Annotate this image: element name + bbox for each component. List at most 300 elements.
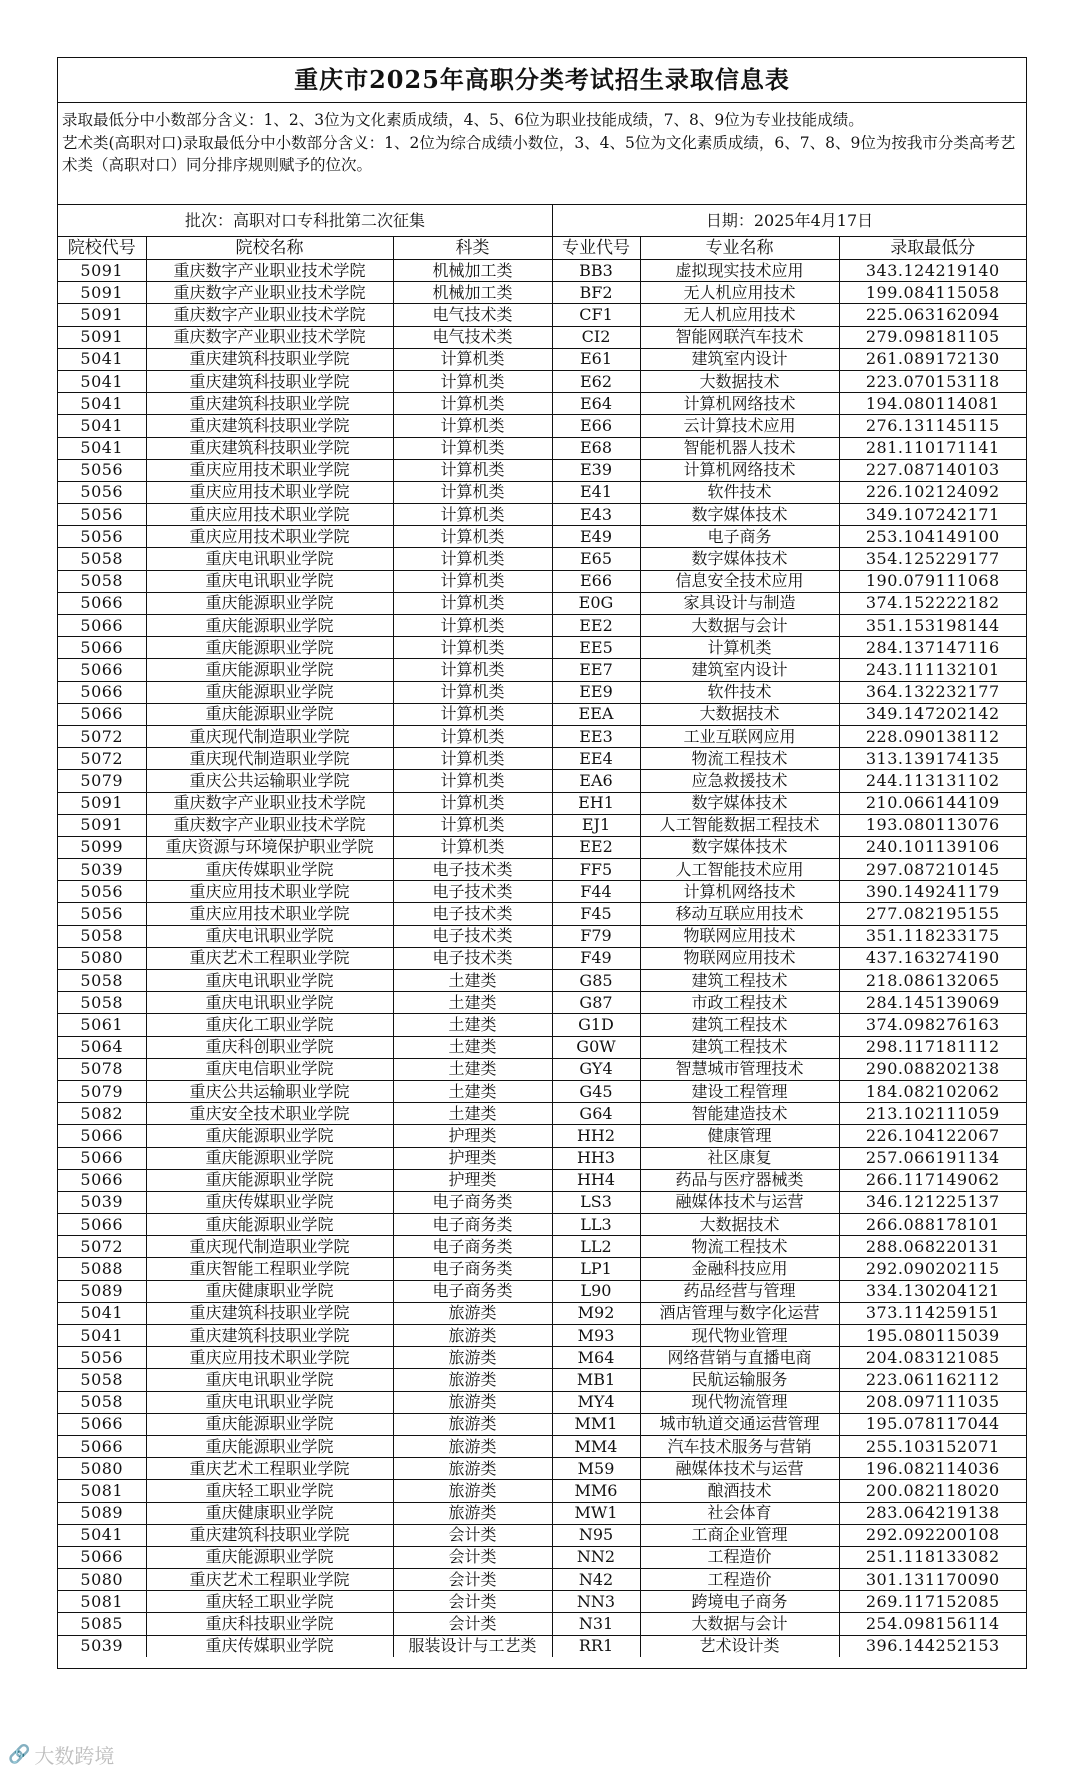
- cell-major-code: M93: [552, 1325, 640, 1347]
- cell-min-score: 284.145139069: [839, 992, 1026, 1014]
- table-row: [58, 1214, 1026, 1236]
- cell-category: 计算机类: [393, 393, 552, 415]
- cell-min-score: 266.088178101: [839, 1214, 1026, 1236]
- cell-school-code: 5079: [58, 1080, 146, 1102]
- cell-school-code: 5066: [58, 1125, 146, 1147]
- cell-category: 土建类: [393, 1014, 552, 1036]
- cell-min-score: 364.132232177: [839, 681, 1026, 703]
- table-row: [58, 1369, 1026, 1391]
- cell-category: 计算机类: [393, 437, 552, 459]
- cell-major-code: E68: [552, 437, 640, 459]
- cell-school-name: 重庆建筑科技职业学院: [146, 437, 393, 459]
- cell-school-code: 5066: [58, 637, 146, 659]
- cell-major-name: 艺术设计类: [640, 1635, 839, 1657]
- cell-major-code: CI2: [552, 326, 640, 348]
- cell-major-name: 智能建造技术: [640, 1103, 839, 1125]
- cell-school-code: 5079: [58, 770, 146, 792]
- cell-category: 电子技术类: [393, 859, 552, 881]
- cell-min-score: 396.144252153: [839, 1635, 1026, 1657]
- cell-min-score: 255.103152071: [839, 1435, 1026, 1457]
- cell-min-score: 281.110171141: [839, 437, 1026, 459]
- cell-min-score: 200.082118020: [839, 1480, 1026, 1502]
- cell-school-code: 5088: [58, 1258, 146, 1280]
- table-row: [58, 659, 1026, 681]
- table-row: [58, 370, 1026, 392]
- cell-school-code: 5080: [58, 947, 146, 969]
- table-row: [58, 459, 1026, 481]
- cell-major-name: 社会体育: [640, 1502, 839, 1524]
- cell-category: 服装设计与工艺类: [393, 1635, 552, 1657]
- table-row: [58, 437, 1026, 459]
- watermark-text: 大数跨境: [34, 1744, 115, 1768]
- table-row: [58, 1014, 1026, 1036]
- table-row: [58, 1391, 1026, 1413]
- cell-school-code: 5066: [58, 1214, 146, 1236]
- cell-min-score: 210.066144109: [839, 792, 1026, 814]
- cell-school-name: 重庆数字产业职业技术学院: [146, 282, 393, 304]
- cell-major-code: EH1: [552, 792, 640, 814]
- cell-school-name: 重庆能源职业学院: [146, 659, 393, 681]
- cell-school-name: 重庆能源职业学院: [146, 1147, 393, 1169]
- cell-school-name: 重庆现代制造职业学院: [146, 1236, 393, 1258]
- cell-category: 计算机类: [393, 748, 552, 770]
- cell-school-name: 重庆轻工职业学院: [146, 1480, 393, 1502]
- cell-school-code: 5041: [58, 370, 146, 392]
- cell-major-code: MW1: [552, 1502, 640, 1524]
- cell-major-name: 计算机网络技术: [640, 459, 839, 481]
- cell-category: 土建类: [393, 970, 552, 992]
- cell-school-code: 5058: [58, 992, 146, 1014]
- cell-school-name: 重庆化工职业学院: [146, 1014, 393, 1036]
- cell-major-code: G45: [552, 1080, 640, 1102]
- table-row: [58, 282, 1026, 304]
- cell-category: 会计类: [393, 1591, 552, 1613]
- cell-min-score: 227.087140103: [839, 459, 1026, 481]
- cell-category: 电子商务类: [393, 1236, 552, 1258]
- cell-major-code: G64: [552, 1103, 640, 1125]
- cell-school-name: 重庆科技职业学院: [146, 1613, 393, 1635]
- cell-school-code: 5066: [58, 1546, 146, 1568]
- cell-major-code: F44: [552, 881, 640, 903]
- cell-major-name: 物流工程技术: [640, 748, 839, 770]
- cell-category: 护理类: [393, 1125, 552, 1147]
- cell-major-code: EE2: [552, 836, 640, 858]
- cell-min-score: 226.102124092: [839, 481, 1026, 503]
- cell-min-score: 349.107242171: [839, 504, 1026, 526]
- cell-school-name: 重庆建筑科技职业学院: [146, 1302, 393, 1324]
- cell-min-score: 223.061162112: [839, 1369, 1026, 1391]
- cell-school-name: 重庆应用技术职业学院: [146, 526, 393, 548]
- cell-school-name: 重庆传媒职业学院: [146, 859, 393, 881]
- cell-min-score: 244.113131102: [839, 770, 1026, 792]
- cell-min-score: 277.082195155: [839, 903, 1026, 925]
- cell-min-score: 288.068220131: [839, 1236, 1026, 1258]
- cell-school-code: 5066: [58, 1435, 146, 1457]
- cell-major-name: 物联网应用技术: [640, 925, 839, 947]
- cell-major-name: 汽车技术服务与营销: [640, 1435, 839, 1457]
- table-row: [58, 637, 1026, 659]
- cell-school-code: 5091: [58, 792, 146, 814]
- table-row: [58, 1258, 1026, 1280]
- cell-major-name: 工商企业管理: [640, 1524, 839, 1546]
- cell-school-code: 5085: [58, 1613, 146, 1635]
- table-row: [58, 681, 1026, 703]
- cell-school-code: 5078: [58, 1058, 146, 1080]
- cell-school-code: 5061: [58, 1014, 146, 1036]
- table-row: [58, 1236, 1026, 1258]
- cell-major-code: E41: [552, 481, 640, 503]
- cell-min-score: 240.101139106: [839, 836, 1026, 858]
- table-row: [58, 1613, 1026, 1635]
- cell-major-name: 人工智能数据工程技术: [640, 814, 839, 836]
- watermark: [8, 1740, 114, 1769]
- cell-min-score: 292.092200108: [839, 1524, 1026, 1546]
- table-row: [58, 415, 1026, 437]
- cell-major-code: G0W: [552, 1036, 640, 1058]
- cell-school-code: 5066: [58, 1413, 146, 1435]
- cell-category: 旅游类: [393, 1369, 552, 1391]
- cell-category: 旅游类: [393, 1435, 552, 1457]
- notes-section: [58, 103, 1026, 205]
- cell-major-code: G85: [552, 970, 640, 992]
- cell-major-code: E49: [552, 526, 640, 548]
- cell-school-name: 重庆资源与环境保护职业学院: [146, 836, 393, 858]
- cell-school-name: 重庆轻工职业学院: [146, 1591, 393, 1613]
- watermark-logo-icon: 🔗: [8, 1744, 31, 1765]
- table-row: [58, 836, 1026, 858]
- table-row: [58, 1635, 1026, 1657]
- cell-school-code: 5089: [58, 1502, 146, 1524]
- cell-school-name: 重庆能源职业学院: [146, 1125, 393, 1147]
- cell-major-name: 应急救援技术: [640, 770, 839, 792]
- table-row: [58, 1169, 1026, 1191]
- cell-school-code: 5072: [58, 1236, 146, 1258]
- cell-major-name: 建筑工程技术: [640, 1036, 839, 1058]
- cell-school-name: 重庆电讯职业学院: [146, 548, 393, 570]
- table-row: [58, 1524, 1026, 1546]
- cell-min-score: 373.114259151: [839, 1302, 1026, 1324]
- cell-category: 土建类: [393, 1036, 552, 1058]
- cell-major-name: 健康管理: [640, 1125, 839, 1147]
- cell-min-score: 196.082114036: [839, 1458, 1026, 1480]
- cell-category: 旅游类: [393, 1347, 552, 1369]
- table-row: [58, 1458, 1026, 1480]
- cell-school-code: 5066: [58, 1147, 146, 1169]
- cell-major-code: F45: [552, 903, 640, 925]
- cell-school-name: 重庆艺术工程职业学院: [146, 1458, 393, 1480]
- cell-major-code: NN3: [552, 1591, 640, 1613]
- cell-major-name: 融媒体技术与运营: [640, 1458, 839, 1480]
- cell-min-score: 213.102111059: [839, 1103, 1026, 1125]
- cell-major-name: 数字媒体技术: [640, 836, 839, 858]
- cell-min-score: 343.124219140: [839, 260, 1026, 282]
- cell-category: 计算机类: [393, 570, 552, 592]
- cell-school-code: 5082: [58, 1103, 146, 1125]
- cell-school-name: 重庆电讯职业学院: [146, 1391, 393, 1413]
- cell-major-name: 大数据与会计: [640, 1613, 839, 1635]
- cell-major-name: 移动互联应用技术: [640, 903, 839, 925]
- cell-major-name: 数字媒体技术: [640, 504, 839, 526]
- cell-category: 计算机类: [393, 504, 552, 526]
- cell-category: 计算机类: [393, 548, 552, 570]
- cell-school-name: 重庆数字产业职业技术学院: [146, 814, 393, 836]
- cell-school-name: 重庆能源职业学院: [146, 1546, 393, 1568]
- cell-major-code: MM6: [552, 1480, 640, 1502]
- cell-category: 电子商务类: [393, 1258, 552, 1280]
- cell-school-code: 5091: [58, 326, 146, 348]
- cell-min-score: 297.087210145: [839, 859, 1026, 881]
- cell-school-name: 重庆能源职业学院: [146, 681, 393, 703]
- cell-school-code: 5066: [58, 703, 146, 725]
- cell-school-name: 重庆应用技术职业学院: [146, 1347, 393, 1369]
- note-score-meaning: 录取最低分中小数部分含义：1、2、3位为文化素质成绩，4、5、6位为职业技能成绩，7、8、9位为专业技能成绩。: [62, 111, 864, 129]
- cell-major-code: MY4: [552, 1391, 640, 1413]
- table-row: [58, 1435, 1026, 1457]
- table-row: [58, 703, 1026, 725]
- cell-school-code: 5039: [58, 1635, 146, 1657]
- table-row: [58, 1591, 1026, 1613]
- cell-category: 旅游类: [393, 1302, 552, 1324]
- cell-major-name: 智慧城市管理技术: [640, 1058, 839, 1080]
- cell-school-name: 重庆应用技术职业学院: [146, 459, 393, 481]
- cell-category: 旅游类: [393, 1502, 552, 1524]
- cell-school-code: 5058: [58, 570, 146, 592]
- table-row: [58, 481, 1026, 503]
- cell-major-name: 无人机应用技术: [640, 282, 839, 304]
- cell-school-code: 5080: [58, 1569, 146, 1591]
- cell-major-code: FF5: [552, 859, 640, 881]
- table-row: [58, 348, 1026, 370]
- table-row: [58, 260, 1026, 282]
- table-row: [58, 1103, 1026, 1125]
- cell-school-code: 5091: [58, 260, 146, 282]
- cell-major-name: 跨境电子商务: [640, 1591, 839, 1613]
- cell-school-code: 5091: [58, 814, 146, 836]
- cell-category: 会计类: [393, 1613, 552, 1635]
- cell-major-code: MB1: [552, 1369, 640, 1391]
- cell-min-score: 190.079111068: [839, 570, 1026, 592]
- cell-school-name: 重庆电讯职业学院: [146, 570, 393, 592]
- cell-major-code: E66: [552, 415, 640, 437]
- admission-table: [58, 237, 1026, 1657]
- cell-school-code: 5066: [58, 615, 146, 637]
- table-row: [58, 548, 1026, 570]
- cell-min-score: 290.088202138: [839, 1058, 1026, 1080]
- cell-category: 计算机类: [393, 836, 552, 858]
- cell-school-name: 重庆现代制造职业学院: [146, 748, 393, 770]
- cell-major-code: M64: [552, 1347, 640, 1369]
- cell-major-name: 市政工程技术: [640, 992, 839, 1014]
- cell-min-score: 437.163274190: [839, 947, 1026, 969]
- cell-major-name: 网络营销与直播电商: [640, 1347, 839, 1369]
- cell-major-name: 人工智能技术应用: [640, 859, 839, 881]
- cell-school-name: 重庆数字产业职业技术学院: [146, 326, 393, 348]
- cell-school-name: 重庆建筑科技职业学院: [146, 370, 393, 392]
- cell-major-name: 数字媒体技术: [640, 548, 839, 570]
- cell-major-code: E0G: [552, 592, 640, 614]
- cell-major-name: 大数据技术: [640, 1214, 839, 1236]
- cell-school-code: 5039: [58, 859, 146, 881]
- cell-min-score: 204.083121085: [839, 1347, 1026, 1369]
- cell-major-name: 智能机器人技术: [640, 437, 839, 459]
- cell-school-name: 重庆电讯职业学院: [146, 1369, 393, 1391]
- cell-category: 电子商务类: [393, 1280, 552, 1302]
- cell-school-code: 5056: [58, 881, 146, 903]
- cell-category: 旅游类: [393, 1458, 552, 1480]
- cell-min-score: 351.118233175: [839, 925, 1026, 947]
- cell-min-score: 195.080115039: [839, 1325, 1026, 1347]
- table-row: [58, 1036, 1026, 1058]
- table-row: [58, 304, 1026, 326]
- cell-major-name: 大数据与会计: [640, 615, 839, 637]
- cell-major-code: LL2: [552, 1236, 640, 1258]
- col-header-min-score: 录取最低分: [839, 237, 1026, 260]
- cell-min-score: 292.090202115: [839, 1258, 1026, 1280]
- table-row: [58, 592, 1026, 614]
- cell-major-name: 计算机网络技术: [640, 881, 839, 903]
- cell-category: 计算机类: [393, 592, 552, 614]
- cell-category: 电子技术类: [393, 903, 552, 925]
- cell-school-name: 重庆公共运输职业学院: [146, 770, 393, 792]
- col-header-major-name: 专业名称: [640, 237, 839, 260]
- cell-school-name: 重庆现代制造职业学院: [146, 725, 393, 747]
- cell-major-name: 云计算技术应用: [640, 415, 839, 437]
- cell-school-name: 重庆建筑科技职业学院: [146, 1524, 393, 1546]
- cell-min-score: 269.117152085: [839, 1591, 1026, 1613]
- cell-major-name: 酒店管理与数字化运营: [640, 1302, 839, 1324]
- table-row: [58, 748, 1026, 770]
- cell-category: 电子技术类: [393, 881, 552, 903]
- cell-min-score: 374.098276163: [839, 1014, 1026, 1036]
- note-art-score-meaning: 艺术类(高职对口)录取最低分中小数部分含义：1、2位为综合成绩小数位，3、4、5位为文化素质成绩，6、7、8、9位为按我市分类高考艺术类（高职对口）同分排序规则赋予的位次。: [62, 133, 1016, 174]
- cell-major-name: 家具设计与制造: [640, 592, 839, 614]
- cell-min-score: 243.111132101: [839, 659, 1026, 681]
- cell-major-name: 大数据技术: [640, 370, 839, 392]
- cell-category: 电气技术类: [393, 304, 552, 326]
- cell-school-name: 重庆传媒职业学院: [146, 1635, 393, 1657]
- cell-school-code: 5056: [58, 504, 146, 526]
- cell-school-name: 重庆建筑科技职业学院: [146, 393, 393, 415]
- table-row: [58, 1058, 1026, 1080]
- admission-sheet: [57, 57, 1027, 1669]
- cell-major-name: 工程造价: [640, 1569, 839, 1591]
- table-row: [58, 1413, 1026, 1435]
- cell-major-name: 软件技术: [640, 481, 839, 503]
- cell-major-name: 电子商务: [640, 526, 839, 548]
- cell-school-code: 5041: [58, 1524, 146, 1546]
- cell-min-score: 346.121225137: [839, 1191, 1026, 1213]
- cell-min-score: 193.080113076: [839, 814, 1026, 836]
- meta-row: [58, 205, 1026, 237]
- cell-school-code: 5089: [58, 1280, 146, 1302]
- cell-category: 旅游类: [393, 1325, 552, 1347]
- cell-school-name: 重庆电讯职业学院: [146, 970, 393, 992]
- cell-school-name: 重庆能源职业学院: [146, 592, 393, 614]
- cell-major-name: 融媒体技术与运营: [640, 1191, 839, 1213]
- cell-major-code: GY4: [552, 1058, 640, 1080]
- cell-major-name: 药品与医疗器械类: [640, 1169, 839, 1191]
- cell-major-code: E39: [552, 459, 640, 481]
- cell-major-code: CF1: [552, 304, 640, 326]
- cell-major-name: 智能网联汽车技术: [640, 326, 839, 348]
- cell-category: 会计类: [393, 1569, 552, 1591]
- cell-min-score: 276.131145115: [839, 415, 1026, 437]
- cell-major-code: F79: [552, 925, 640, 947]
- cell-school-code: 5056: [58, 459, 146, 481]
- cell-category: 机械加工类: [393, 260, 552, 282]
- cell-school-code: 5056: [58, 903, 146, 925]
- cell-category: 土建类: [393, 1058, 552, 1080]
- cell-major-code: E64: [552, 393, 640, 415]
- cell-min-score: 195.078117044: [839, 1413, 1026, 1435]
- cell-major-code: RR1: [552, 1635, 640, 1657]
- table-row: [58, 1280, 1026, 1302]
- cell-min-score: 257.066191134: [839, 1147, 1026, 1169]
- cell-school-code: 5058: [58, 548, 146, 570]
- cell-school-name: 重庆艺术工程职业学院: [146, 947, 393, 969]
- table-row: [58, 925, 1026, 947]
- cell-major-code: EE4: [552, 748, 640, 770]
- cell-major-code: E62: [552, 370, 640, 392]
- table-row: [58, 1080, 1026, 1102]
- cell-school-code: 5091: [58, 282, 146, 304]
- cell-major-name: 酿酒技术: [640, 1480, 839, 1502]
- cell-category: 计算机类: [393, 459, 552, 481]
- cell-school-code: 5058: [58, 1369, 146, 1391]
- table-row: [58, 1347, 1026, 1369]
- cell-major-name: 建筑室内设计: [640, 348, 839, 370]
- cell-school-name: 重庆数字产业职业技术学院: [146, 304, 393, 326]
- cell-major-name: 现代物业管理: [640, 1325, 839, 1347]
- table-row: [58, 526, 1026, 548]
- cell-min-score: 279.098181105: [839, 326, 1026, 348]
- cell-category: 旅游类: [393, 1413, 552, 1435]
- cell-major-code: N42: [552, 1569, 640, 1591]
- col-header-category: 科类: [393, 237, 552, 260]
- cell-school-code: 5041: [58, 393, 146, 415]
- cell-category: 电子商务类: [393, 1214, 552, 1236]
- cell-major-code: NN2: [552, 1546, 640, 1568]
- cell-school-name: 重庆数字产业职业技术学院: [146, 260, 393, 282]
- cell-major-code: M59: [552, 1458, 640, 1480]
- table-row: [58, 615, 1026, 637]
- cell-category: 计算机类: [393, 681, 552, 703]
- table-row: [58, 1147, 1026, 1169]
- cell-category: 计算机类: [393, 481, 552, 503]
- cell-school-code: 5058: [58, 925, 146, 947]
- cell-school-name: 重庆公共运输职业学院: [146, 1080, 393, 1102]
- cell-school-code: 5081: [58, 1591, 146, 1613]
- cell-category: 计算机类: [393, 615, 552, 637]
- cell-major-code: BB3: [552, 260, 640, 282]
- cell-major-code: EE7: [552, 659, 640, 681]
- cell-min-score: 184.082102062: [839, 1080, 1026, 1102]
- cell-major-code: EE3: [552, 725, 640, 747]
- cell-category: 计算机类: [393, 348, 552, 370]
- table-row: [58, 792, 1026, 814]
- cell-school-code: 5041: [58, 1302, 146, 1324]
- table-row: [58, 1480, 1026, 1502]
- cell-school-name: 重庆应用技术职业学院: [146, 504, 393, 526]
- cell-major-name: 信息安全技术应用: [640, 570, 839, 592]
- cell-major-name: 建设工程管理: [640, 1080, 839, 1102]
- cell-school-code: 5080: [58, 1458, 146, 1480]
- cell-category: 计算机类: [393, 659, 552, 681]
- cell-category: 计算机类: [393, 526, 552, 548]
- cell-major-name: 工程造价: [640, 1546, 839, 1568]
- cell-min-score: 334.130204121: [839, 1280, 1026, 1302]
- col-header-major-code: 专业代号: [552, 237, 640, 260]
